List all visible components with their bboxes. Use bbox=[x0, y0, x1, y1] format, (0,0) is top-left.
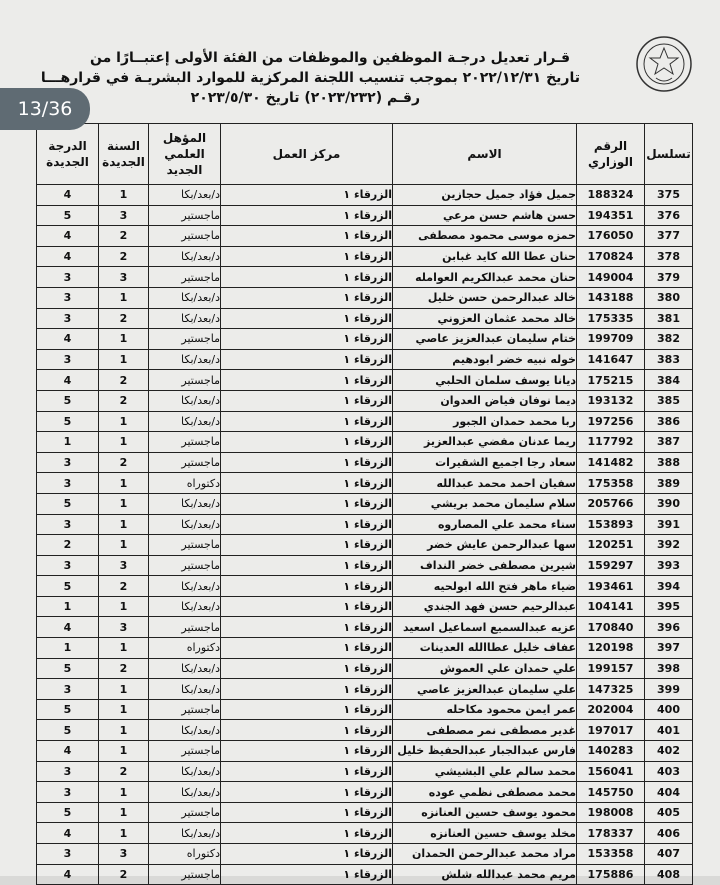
cell-work: الزرقاء ١ bbox=[221, 617, 393, 638]
table-row bbox=[37, 699, 693, 720]
cell-name: مراد محمد عبدالرحمن الحمدان bbox=[393, 844, 577, 865]
cell-name: ربا محمد حمدان الجبور bbox=[393, 411, 577, 432]
cell-id: 120198 bbox=[577, 638, 645, 659]
table-row bbox=[37, 308, 693, 329]
header-line-1: قـرار تعديل درجـة الموظفين والموظفات من الفئة الأولى إعتبــارًا من bbox=[90, 50, 570, 66]
cell-qual: د/بعد/بكا bbox=[149, 514, 221, 535]
cell-work: الزرقاء ١ bbox=[221, 349, 393, 370]
cell-grade: 5 bbox=[37, 493, 99, 514]
cell-qual: ماجستير bbox=[149, 741, 221, 762]
cell-id: 199709 bbox=[577, 329, 645, 350]
col-name-header: الاسم bbox=[393, 124, 577, 185]
cell-name: مريم محمد عبدالله شلش bbox=[393, 864, 577, 885]
cell-seq: 392 bbox=[645, 535, 693, 556]
cell-name: سها عبدالرحمن عايش خضر bbox=[393, 535, 577, 556]
cell-name: عزيه عبدالسميع اسماعيل اسعيد bbox=[393, 617, 577, 638]
cell-grade: 5 bbox=[37, 699, 99, 720]
cell-qual: دكتوراه bbox=[149, 638, 221, 659]
cell-years: 1 bbox=[99, 287, 149, 308]
cell-years: 3 bbox=[99, 267, 149, 288]
cell-work: الزرقاء ١ bbox=[221, 555, 393, 576]
table-row bbox=[37, 864, 693, 885]
cell-seq: 397 bbox=[645, 638, 693, 659]
cell-work: الزرقاء ١ bbox=[221, 287, 393, 308]
cell-grade: 5 bbox=[37, 411, 99, 432]
table-header-row bbox=[37, 124, 693, 185]
table-row bbox=[37, 658, 693, 679]
cell-id: 178337 bbox=[577, 823, 645, 844]
cell-years: 2 bbox=[99, 226, 149, 247]
table-row bbox=[37, 329, 693, 350]
cell-grade: 3 bbox=[37, 555, 99, 576]
cell-years: 3 bbox=[99, 617, 149, 638]
cell-id: 198008 bbox=[577, 802, 645, 823]
table-row bbox=[37, 287, 693, 308]
page-counter-badge: 13/36 bbox=[0, 88, 90, 130]
cell-name: سفيان احمد محمد عبدالله bbox=[393, 473, 577, 494]
col-years-header: السنة الجديدة bbox=[99, 124, 149, 185]
cell-id: 205766 bbox=[577, 493, 645, 514]
cell-work: الزرقاء ١ bbox=[221, 535, 393, 556]
table-row bbox=[37, 205, 693, 226]
cell-years: 2 bbox=[99, 308, 149, 329]
cell-name: فارس عبدالجبار عبدالحفيظ خليل bbox=[393, 741, 577, 762]
cell-name: شيرين مصطفى خضر النداف bbox=[393, 555, 577, 576]
cell-work: الزرقاء ١ bbox=[221, 720, 393, 741]
cell-qual: د/بعد/بكا bbox=[149, 720, 221, 741]
cell-grade: 5 bbox=[37, 205, 99, 226]
cell-work: الزرقاء ١ bbox=[221, 679, 393, 700]
table-row bbox=[37, 761, 693, 782]
cell-qual: ماجستير bbox=[149, 535, 221, 556]
header-line-3: رقـم (٢٠٢٣/٢٣٢) تاريخ ٢٠٢٣/٥/٣٠ bbox=[190, 90, 420, 106]
cell-work: الزرقاء ١ bbox=[221, 452, 393, 473]
cell-work: الزرقاء ١ bbox=[221, 844, 393, 865]
cell-qual: د/بعد/بكا bbox=[149, 246, 221, 267]
cell-name: غدير مصطفى نمر مصطفى bbox=[393, 720, 577, 741]
cell-grade: 4 bbox=[37, 226, 99, 247]
cell-years: 1 bbox=[99, 432, 149, 453]
cell-years: 1 bbox=[99, 699, 149, 720]
cell-name: ديما نوفان فياض العدوان bbox=[393, 390, 577, 411]
cell-name: حسن هاشم حسن مرعي bbox=[393, 205, 577, 226]
cell-seq: 405 bbox=[645, 802, 693, 823]
cell-id: 197256 bbox=[577, 411, 645, 432]
cell-seq: 400 bbox=[645, 699, 693, 720]
cell-grade: 4 bbox=[37, 617, 99, 638]
cell-years: 1 bbox=[99, 802, 149, 823]
cell-years: 2 bbox=[99, 370, 149, 391]
cell-work: الزرقاء ١ bbox=[221, 411, 393, 432]
cell-id: 147325 bbox=[577, 679, 645, 700]
cell-grade: 3 bbox=[37, 349, 99, 370]
table-row bbox=[37, 370, 693, 391]
cell-id: 156041 bbox=[577, 761, 645, 782]
cell-seq: 379 bbox=[645, 267, 693, 288]
cell-qual: ماجستير bbox=[149, 267, 221, 288]
cell-work: الزرقاء ١ bbox=[221, 246, 393, 267]
cell-qual: ماجستير bbox=[149, 555, 221, 576]
cell-grade: 1 bbox=[37, 596, 99, 617]
cell-seq: 382 bbox=[645, 329, 693, 350]
cell-years: 1 bbox=[99, 349, 149, 370]
ministry-seal-icon bbox=[634, 34, 694, 94]
cell-grade: 4 bbox=[37, 741, 99, 762]
cell-qual: د/بعد/بكا bbox=[149, 576, 221, 597]
cell-id: 193461 bbox=[577, 576, 645, 597]
cell-name: محمد مصطفى نظمي عوده bbox=[393, 782, 577, 803]
cell-work: الزرقاء ١ bbox=[221, 329, 393, 350]
cell-seq: 383 bbox=[645, 349, 693, 370]
cell-seq: 404 bbox=[645, 782, 693, 803]
cell-work: الزرقاء ١ bbox=[221, 473, 393, 494]
cell-id: 145750 bbox=[577, 782, 645, 803]
table-row bbox=[37, 452, 693, 473]
cell-years: 2 bbox=[99, 658, 149, 679]
cell-grade: 5 bbox=[37, 720, 99, 741]
cell-qual: ماجستير bbox=[149, 329, 221, 350]
table-row bbox=[37, 823, 693, 844]
cell-grade: 4 bbox=[37, 246, 99, 267]
cell-name: ديانا يوسف سلمان الحلبي bbox=[393, 370, 577, 391]
cell-id: 143188 bbox=[577, 287, 645, 308]
cell-years: 1 bbox=[99, 185, 149, 206]
cell-years: 1 bbox=[99, 473, 149, 494]
table-row bbox=[37, 638, 693, 659]
cell-qual: د/بعد/بكا bbox=[149, 349, 221, 370]
cell-grade: 5 bbox=[37, 802, 99, 823]
cell-work: الزرقاء ١ bbox=[221, 596, 393, 617]
table-row bbox=[37, 720, 693, 741]
cell-years: 3 bbox=[99, 205, 149, 226]
cell-seq: 380 bbox=[645, 287, 693, 308]
cell-work: الزرقاء ١ bbox=[221, 185, 393, 206]
cell-work: الزرقاء ١ bbox=[221, 205, 393, 226]
table-row bbox=[37, 576, 693, 597]
cell-id: 141647 bbox=[577, 349, 645, 370]
cell-id: 159297 bbox=[577, 555, 645, 576]
cell-qual: ماجستير bbox=[149, 699, 221, 720]
cell-id: 197017 bbox=[577, 720, 645, 741]
cell-years: 2 bbox=[99, 452, 149, 473]
table-row bbox=[37, 185, 693, 206]
cell-years: 3 bbox=[99, 555, 149, 576]
cell-seq: 388 bbox=[645, 452, 693, 473]
cell-seq: 407 bbox=[645, 844, 693, 865]
cell-qual: د/بعد/بكا bbox=[149, 287, 221, 308]
cell-grade: 3 bbox=[37, 287, 99, 308]
cell-qual: د/بعد/بكا bbox=[149, 493, 221, 514]
decision-header bbox=[0, 42, 720, 112]
cell-years: 1 bbox=[99, 720, 149, 741]
col-qual-header: المؤهل العلمي الجديد bbox=[149, 124, 221, 185]
cell-work: الزرقاء ١ bbox=[221, 493, 393, 514]
cell-work: الزرقاء ١ bbox=[221, 741, 393, 762]
cell-qual: ماجستير bbox=[149, 617, 221, 638]
table-row bbox=[37, 535, 693, 556]
cell-id: 202004 bbox=[577, 699, 645, 720]
cell-qual: د/بعد/بكا bbox=[149, 782, 221, 803]
cell-id: 175886 bbox=[577, 864, 645, 885]
cell-qual: ماجستير bbox=[149, 226, 221, 247]
cell-work: الزرقاء ١ bbox=[221, 267, 393, 288]
cell-grade: 2 bbox=[37, 535, 99, 556]
cell-qual: د/بعد/بكا bbox=[149, 679, 221, 700]
cell-qual: ماجستير bbox=[149, 452, 221, 473]
cell-seq: 377 bbox=[645, 226, 693, 247]
cell-qual: د/بعد/بكا bbox=[149, 761, 221, 782]
cell-seq: 378 bbox=[645, 246, 693, 267]
cell-name: ختام سليمان عبدالعزيز عاصي bbox=[393, 329, 577, 350]
cell-id: 170840 bbox=[577, 617, 645, 638]
cell-seq: 389 bbox=[645, 473, 693, 494]
cell-id: 176050 bbox=[577, 226, 645, 247]
cell-qual: ماجستير bbox=[149, 864, 221, 885]
cell-grade: 1 bbox=[37, 638, 99, 659]
cell-years: 2 bbox=[99, 864, 149, 885]
cell-seq: 385 bbox=[645, 390, 693, 411]
col-work-header: مركز العمل bbox=[221, 124, 393, 185]
table-row bbox=[37, 493, 693, 514]
cell-seq: 393 bbox=[645, 555, 693, 576]
cell-id: 141482 bbox=[577, 452, 645, 473]
cell-years: 1 bbox=[99, 596, 149, 617]
cell-qual: د/بعد/بكا bbox=[149, 390, 221, 411]
cell-work: الزرقاء ١ bbox=[221, 761, 393, 782]
cell-grade: 3 bbox=[37, 782, 99, 803]
cell-years: 1 bbox=[99, 329, 149, 350]
table-row bbox=[37, 390, 693, 411]
cell-id: 175335 bbox=[577, 308, 645, 329]
table-row bbox=[37, 514, 693, 535]
cell-grade: 5 bbox=[37, 658, 99, 679]
cell-name: حنان عطا الله كايد غبابن bbox=[393, 246, 577, 267]
cell-name: عفاف خليل عطاالله العدينات bbox=[393, 638, 577, 659]
cell-seq: 398 bbox=[645, 658, 693, 679]
cell-id: 199157 bbox=[577, 658, 645, 679]
cell-qual: ماجستير bbox=[149, 205, 221, 226]
table-row bbox=[37, 802, 693, 823]
cell-years: 1 bbox=[99, 493, 149, 514]
cell-seq: 381 bbox=[645, 308, 693, 329]
cell-name: علي حمدان علي العموش bbox=[393, 658, 577, 679]
cell-work: الزرقاء ١ bbox=[221, 370, 393, 391]
cell-grade: 4 bbox=[37, 329, 99, 350]
cell-work: الزرقاء ١ bbox=[221, 658, 393, 679]
cell-qual: ماجستير bbox=[149, 370, 221, 391]
cell-qual: د/بعد/بكا bbox=[149, 596, 221, 617]
cell-seq: 399 bbox=[645, 679, 693, 700]
cell-name: خوله نبيه خضر ابودهيم bbox=[393, 349, 577, 370]
cell-work: الزرقاء ١ bbox=[221, 226, 393, 247]
cell-qual: د/بعد/بكا bbox=[149, 185, 221, 206]
cell-grade: 4 bbox=[37, 370, 99, 391]
cell-grade: 3 bbox=[37, 514, 99, 535]
cell-work: الزرقاء ١ bbox=[221, 432, 393, 453]
cell-id: 188324 bbox=[577, 185, 645, 206]
table-row bbox=[37, 432, 693, 453]
table-row bbox=[37, 617, 693, 638]
cell-years: 3 bbox=[99, 844, 149, 865]
cell-seq: 375 bbox=[645, 185, 693, 206]
cell-work: الزرقاء ١ bbox=[221, 638, 393, 659]
cell-qual: د/بعد/بكا bbox=[149, 658, 221, 679]
cell-id: 175215 bbox=[577, 370, 645, 391]
cell-name: جميل فؤاد جميل حجازين bbox=[393, 185, 577, 206]
cell-work: الزرقاء ١ bbox=[221, 782, 393, 803]
cell-id: 194351 bbox=[577, 205, 645, 226]
cell-years: 1 bbox=[99, 679, 149, 700]
cell-grade: 3 bbox=[37, 308, 99, 329]
cell-qual: ماجستير bbox=[149, 802, 221, 823]
cell-seq: 408 bbox=[645, 864, 693, 885]
table-row bbox=[37, 782, 693, 803]
cell-grade: 3 bbox=[37, 473, 99, 494]
cell-qual: دكتوراه bbox=[149, 473, 221, 494]
cell-qual: د/بعد/بكا bbox=[149, 823, 221, 844]
cell-work: الزرقاء ١ bbox=[221, 514, 393, 535]
cell-years: 1 bbox=[99, 514, 149, 535]
table-row bbox=[37, 267, 693, 288]
cell-grade: 3 bbox=[37, 844, 99, 865]
cell-years: 2 bbox=[99, 576, 149, 597]
table-row bbox=[37, 596, 693, 617]
cell-id: 170824 bbox=[577, 246, 645, 267]
cell-seq: 384 bbox=[645, 370, 693, 391]
employees-table bbox=[36, 123, 693, 885]
cell-name: خالد محمد عثمان العزوني bbox=[393, 308, 577, 329]
cell-name: مخلد يوسف حسين العنانزه bbox=[393, 823, 577, 844]
cell-work: الزرقاء ١ bbox=[221, 308, 393, 329]
header-line-2: تاريخ ٢٠٢٢/١٢/٣١ بموجب تنسيب اللجنة المركزية للموارد البشريـة في قرارهـــا bbox=[40, 70, 580, 86]
cell-qual: دكتوراه bbox=[149, 844, 221, 865]
cell-years: 1 bbox=[99, 782, 149, 803]
cell-grade: 1 bbox=[37, 432, 99, 453]
cell-seq: 396 bbox=[645, 617, 693, 638]
cell-seq: 394 bbox=[645, 576, 693, 597]
cell-name: خالد عبدالرحمن حسن خليل bbox=[393, 287, 577, 308]
cell-name: محمود يوسف حسين العنانزه bbox=[393, 802, 577, 823]
table-row bbox=[37, 679, 693, 700]
cell-grade: 4 bbox=[37, 185, 99, 206]
cell-name: سناء محمد علي المصاروه bbox=[393, 514, 577, 535]
table-row bbox=[37, 349, 693, 370]
cell-name: علي سليمان عبدالعزيز عاصي bbox=[393, 679, 577, 700]
table-row bbox=[37, 555, 693, 576]
cell-id: 140283 bbox=[577, 741, 645, 762]
table-row bbox=[37, 411, 693, 432]
cell-id: 149004 bbox=[577, 267, 645, 288]
cell-seq: 391 bbox=[645, 514, 693, 535]
col-id-header: الرقم الوزاري bbox=[577, 124, 645, 185]
cell-grade: 3 bbox=[37, 452, 99, 473]
cell-seq: 406 bbox=[645, 823, 693, 844]
cell-grade: 5 bbox=[37, 390, 99, 411]
col-seq-header: تسلسل bbox=[645, 124, 693, 185]
cell-seq: 390 bbox=[645, 493, 693, 514]
cell-grade: 5 bbox=[37, 576, 99, 597]
cell-qual: ماجستير bbox=[149, 432, 221, 453]
table-row bbox=[37, 844, 693, 865]
cell-work: الزرقاء ١ bbox=[221, 823, 393, 844]
cell-seq: 402 bbox=[645, 741, 693, 762]
cell-seq: 376 bbox=[645, 205, 693, 226]
cell-work: الزرقاء ١ bbox=[221, 802, 393, 823]
cell-id: 175358 bbox=[577, 473, 645, 494]
cell-years: 1 bbox=[99, 535, 149, 556]
cell-id: 153893 bbox=[577, 514, 645, 535]
cell-seq: 401 bbox=[645, 720, 693, 741]
cell-years: 1 bbox=[99, 741, 149, 762]
cell-name: ضياء ماهر فتح الله ابولحيه bbox=[393, 576, 577, 597]
cell-seq: 395 bbox=[645, 596, 693, 617]
cell-seq: 403 bbox=[645, 761, 693, 782]
cell-name: محمد سالم علي البشيشي bbox=[393, 761, 577, 782]
cell-years: 1 bbox=[99, 823, 149, 844]
cell-grade: 4 bbox=[37, 823, 99, 844]
cell-name: سعاد رجا اجميع الشقيرات bbox=[393, 452, 577, 473]
cell-years: 1 bbox=[99, 411, 149, 432]
cell-seq: 387 bbox=[645, 432, 693, 453]
cell-id: 120251 bbox=[577, 535, 645, 556]
cell-seq: 386 bbox=[645, 411, 693, 432]
cell-years: 2 bbox=[99, 390, 149, 411]
table-row bbox=[37, 246, 693, 267]
cell-name: ريما عدنان مفضي عبدالعزيز bbox=[393, 432, 577, 453]
cell-grade: 4 bbox=[37, 864, 99, 885]
table-row bbox=[37, 473, 693, 494]
cell-name: عبدالرحيم حسن فهد الجندي bbox=[393, 596, 577, 617]
table-body bbox=[37, 185, 693, 885]
cell-qual: د/بعد/بكا bbox=[149, 308, 221, 329]
cell-work: الزرقاء ١ bbox=[221, 390, 393, 411]
cell-work: الزرقاء ١ bbox=[221, 699, 393, 720]
cell-years: 2 bbox=[99, 761, 149, 782]
cell-id: 104141 bbox=[577, 596, 645, 617]
cell-name: حنان محمد عبدالكريم العوامله bbox=[393, 267, 577, 288]
cell-qual: د/بعد/بكا bbox=[149, 411, 221, 432]
cell-years: 2 bbox=[99, 246, 149, 267]
cell-years: 1 bbox=[99, 638, 149, 659]
cell-grade: 3 bbox=[37, 679, 99, 700]
cell-work: الزرقاء ١ bbox=[221, 864, 393, 885]
cell-name: سلام سليمان محمد بريشي bbox=[393, 493, 577, 514]
cell-id: 153358 bbox=[577, 844, 645, 865]
table-row bbox=[37, 741, 693, 762]
cell-name: حمزه موسى محمود مصطفى bbox=[393, 226, 577, 247]
cell-name: عمر ايمن محمود مكاحله bbox=[393, 699, 577, 720]
table-row bbox=[37, 226, 693, 247]
cell-work: الزرقاء ١ bbox=[221, 576, 393, 597]
cell-grade: 3 bbox=[37, 761, 99, 782]
cell-grade: 3 bbox=[37, 267, 99, 288]
cell-id: 193132 bbox=[577, 390, 645, 411]
cell-id: 117792 bbox=[577, 432, 645, 453]
col-grade-header: الدرجة الجديدة bbox=[37, 124, 99, 185]
